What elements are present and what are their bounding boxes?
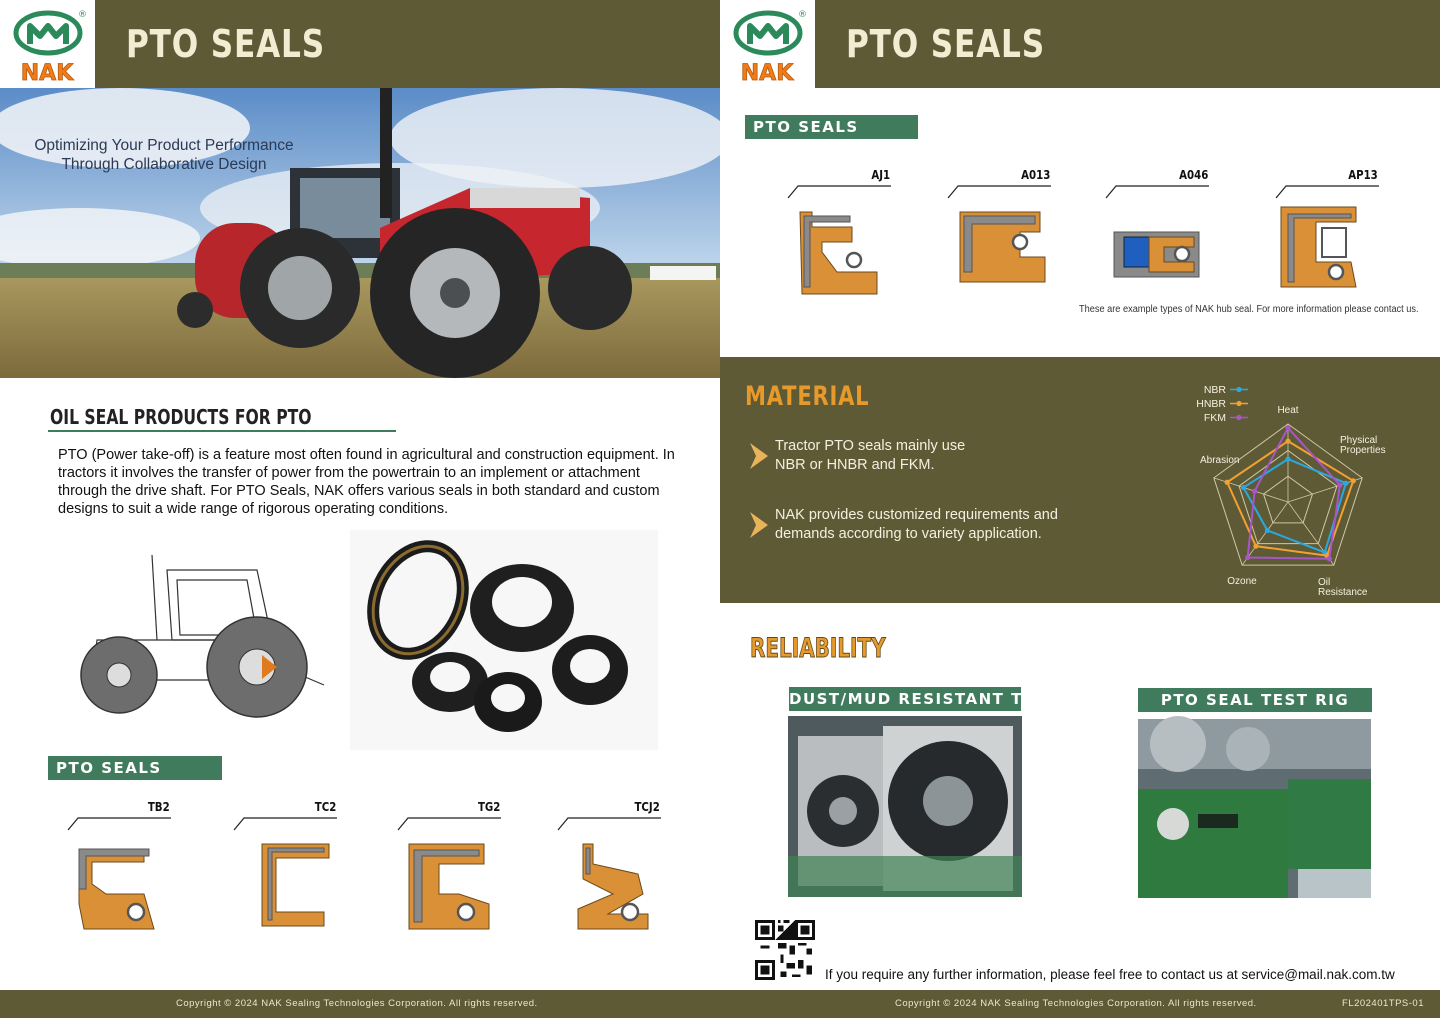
hero-tagline: Optimizing Your Product Performance Through Collaborative Design	[34, 137, 294, 173]
copyright-text: Copyright © 2024 NAK Sealing Technologies Corporation. All rights reserved.	[895, 998, 1257, 1009]
body-paragraph: PTO (Power take-off) is a feature most often found in agricultural and construction equipment. In tractors it involves the transfer of power from the powertrain to an implement or attachment through the drive shaft. For PTO Seals, NAK offers various seals in both standard and custom designs to suit a wide range of rigorous operating conditions.	[58, 447, 675, 517]
hero-tractor-image	[0, 88, 720, 378]
seal-code: TC2	[314, 800, 336, 814]
svg-text:NAK: NAK	[20, 61, 74, 86]
material-radar-chart	[1160, 367, 1440, 607]
seal-cross-section	[792, 202, 892, 302]
seal-profile	[232, 802, 342, 942]
page-header	[720, 0, 1440, 88]
radar-series-point	[1327, 556, 1332, 561]
right-page	[720, 0, 1440, 1018]
tractor-diagram	[62, 545, 332, 720]
test-label-rig: PTO SEAL TEST RIG	[1138, 688, 1372, 712]
seal-profile	[66, 802, 176, 942]
test-rig-photo	[1138, 719, 1371, 898]
radar-axis-label: Abrasion	[1200, 455, 1240, 466]
radar-legend-label: NBR	[1203, 384, 1226, 396]
seal-cross-section	[950, 202, 1050, 302]
copyright-text: Copyright © 2024 NAK Sealing Technologies Corporation. All rights reserved.	[176, 998, 538, 1009]
radar-series-point	[1343, 481, 1348, 486]
material-bullet	[748, 437, 1108, 482]
radar-series-point	[1285, 457, 1290, 462]
radar-legend-dot	[1236, 415, 1241, 420]
radar-series-point	[1245, 555, 1250, 560]
seal-code: A013	[1020, 168, 1050, 182]
seal-profile	[1104, 170, 1214, 310]
dust-test-photo	[788, 716, 1022, 897]
page-title: PTO SEALS	[126, 22, 325, 66]
page-footer	[720, 990, 1440, 1018]
page-title: PTO SEALS	[846, 22, 1045, 66]
material-title: MATERIAL	[745, 381, 870, 412]
seal-code: AJ1	[871, 168, 890, 182]
chevron-right-icon	[748, 441, 770, 471]
radar-legend-label: HNBR	[1196, 398, 1226, 410]
seal-profile	[396, 802, 506, 942]
contact-text: If you require any further information, please feel free to contact us at service@mail.nak.com.tw	[825, 967, 1395, 982]
svg-text:NAK: NAK	[740, 61, 794, 86]
radar-series-point	[1351, 478, 1356, 483]
section-underline	[48, 430, 396, 432]
seal-code: TCJ2	[634, 800, 660, 814]
seal-profile	[1274, 170, 1384, 310]
chevron-right-icon	[748, 510, 770, 540]
radar-legend-dot	[1236, 401, 1241, 406]
radar-series-point	[1252, 489, 1257, 494]
seal-code: AP13	[1348, 168, 1378, 182]
radar-series-point	[1265, 528, 1270, 533]
seal-cross-section	[404, 834, 504, 934]
radar-series-point	[1337, 483, 1342, 488]
page-header	[0, 0, 720, 88]
nak-logo	[720, 0, 815, 88]
seal-cross-section	[568, 834, 668, 934]
seal-code: TB2	[148, 800, 170, 814]
qr-code[interactable]	[755, 920, 815, 980]
seals-note: These are example types of NAK hub seal. For more information please contact us.	[1079, 304, 1419, 315]
page-footer	[0, 990, 720, 1018]
radar-series-point	[1241, 485, 1246, 490]
radar-axis-label: Ozone	[1227, 576, 1257, 587]
radar-axis-label: Physical	[1340, 435, 1378, 446]
seal-profile	[556, 802, 666, 942]
radar-axis-label: Properties	[1340, 445, 1386, 456]
radar-series-point	[1285, 425, 1290, 430]
radar-series-point	[1285, 439, 1290, 444]
document-code: FL202401TPS-01	[1342, 998, 1424, 1009]
radar-legend-label: FKM	[1203, 412, 1226, 424]
nak-logo	[0, 0, 95, 88]
radar-axis-label: Oil	[1318, 577, 1331, 588]
radar-series-point	[1225, 480, 1230, 485]
material-bullet	[748, 506, 1108, 551]
svg-text:®: ®	[78, 10, 87, 20]
radar-legend-dot	[1236, 387, 1241, 392]
test-label-dust: DUST/MUD RESISTANT TEST	[789, 687, 1021, 711]
seal-profile	[946, 170, 1056, 310]
radar-series-point	[1253, 544, 1258, 549]
svg-text:®: ®	[798, 10, 807, 20]
material-section	[720, 357, 1440, 603]
radar-axis-label: Heat	[1277, 405, 1299, 416]
pto-seals-label: PTO SEALS	[48, 756, 222, 780]
seal-cross-section	[254, 834, 354, 934]
seal-code: TG2	[477, 800, 500, 814]
seal-profile	[786, 170, 896, 310]
seal-code: A046	[1178, 168, 1208, 182]
section-title: OIL SEAL PRODUCTS FOR PTO	[50, 405, 312, 429]
pto-seals-label: PTO SEALS	[745, 115, 918, 139]
radar-axis-label: Resistance	[1318, 587, 1368, 598]
seal-cross-section	[1276, 202, 1376, 302]
seal-cross-section	[1104, 202, 1204, 302]
material-bullet-text: Tractor PTO seals mainly use NBR or HNBR and FKM.	[775, 438, 966, 473]
oil-seals-photo	[350, 530, 658, 750]
material-bullet-text: NAK provides customized requirements and demands according to variety application.	[775, 507, 1058, 542]
seal-cross-section	[74, 834, 174, 934]
reliability-title: RELIABILITY	[750, 633, 886, 664]
